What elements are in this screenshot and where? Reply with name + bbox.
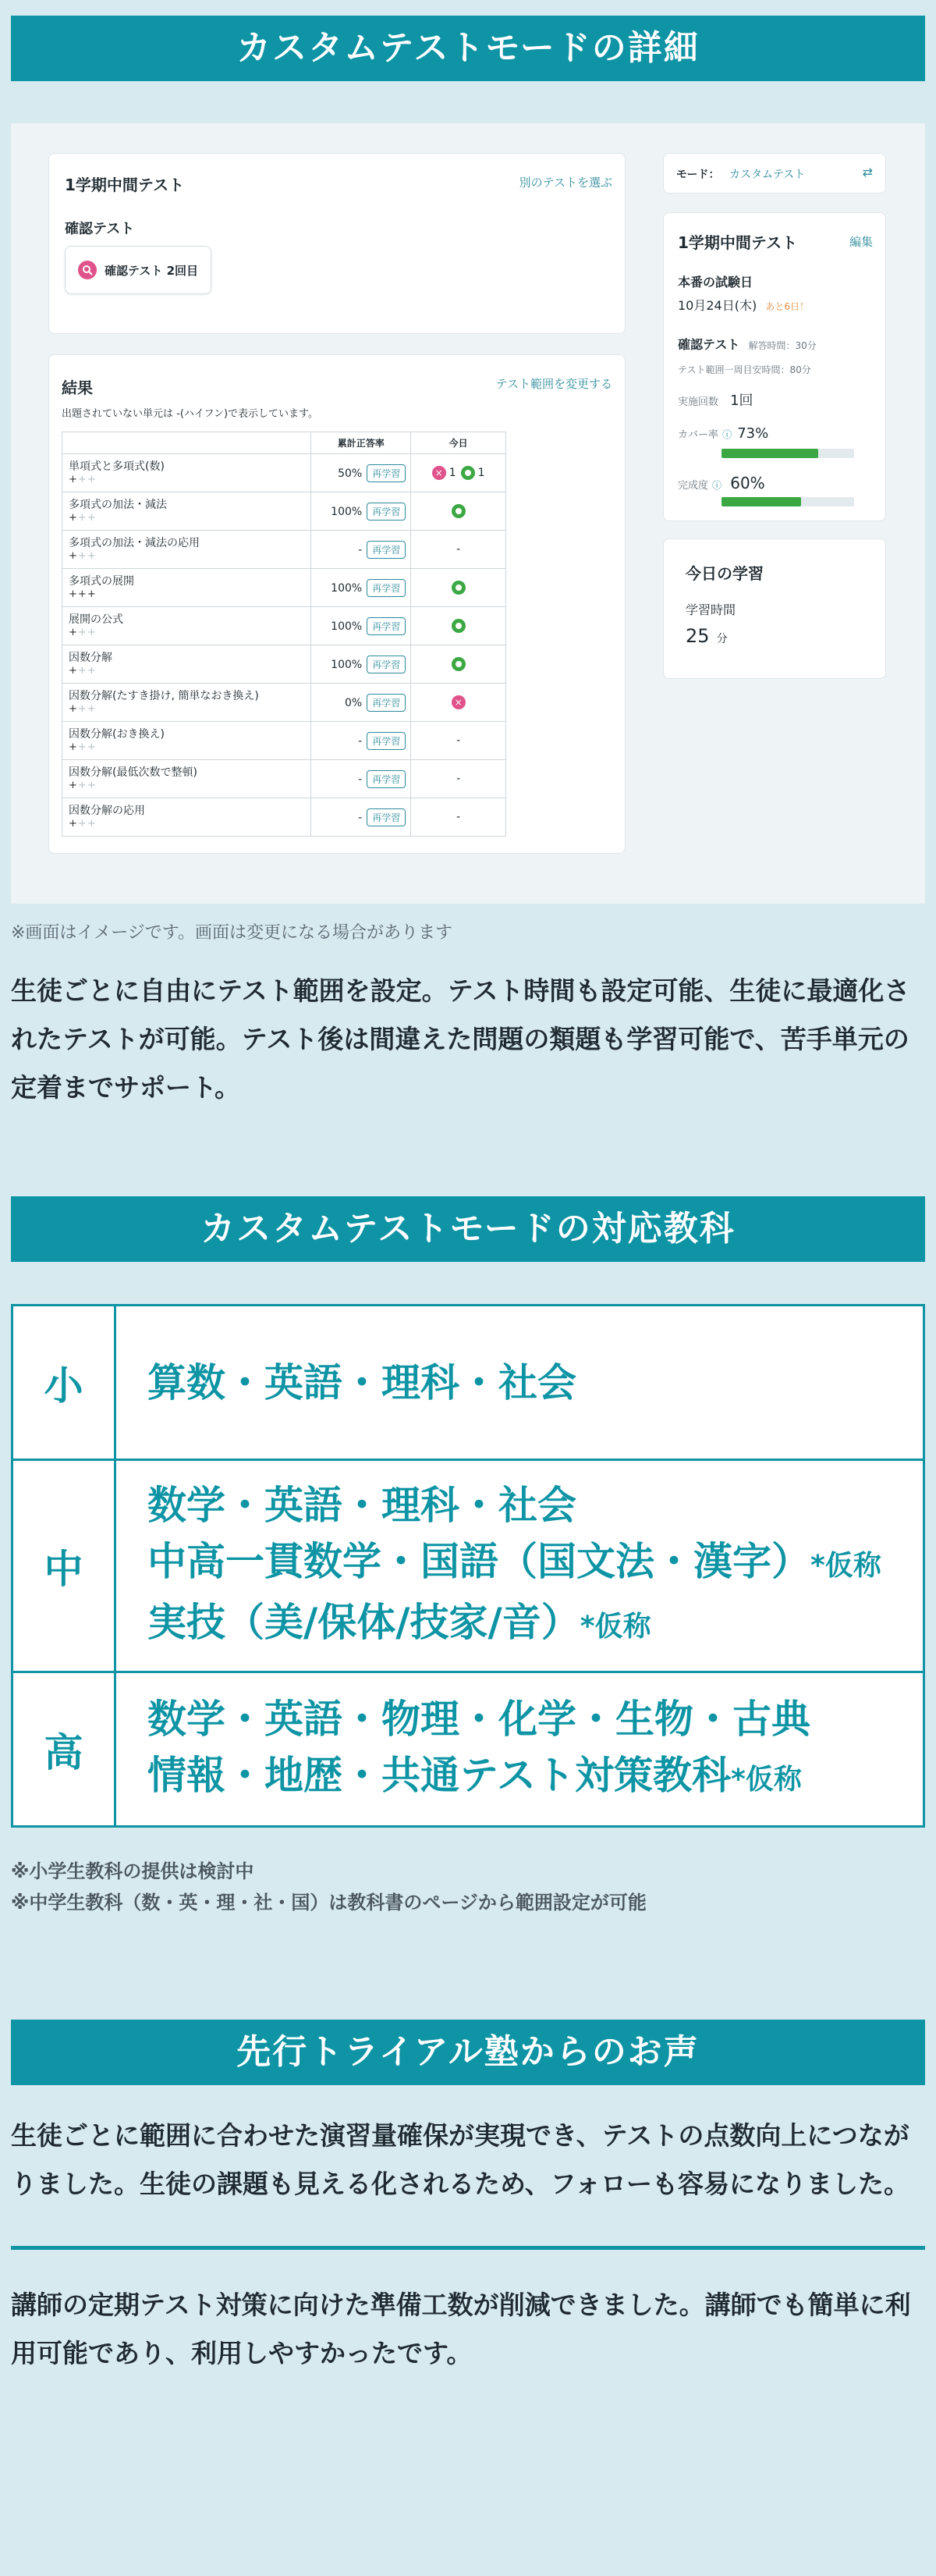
today-cell [411, 569, 506, 607]
rate-value: - [358, 543, 363, 556]
section-title-subjects: カスタムテストモードの対応教科 [11, 1196, 925, 1262]
subjects-senior [115, 1672, 924, 1827]
cover-progress-bar [722, 449, 854, 458]
difficulty-marks: +++ [69, 588, 97, 600]
col-today: 今日 [411, 432, 506, 454]
subjects-elementary [115, 1306, 924, 1460]
today-title: 今日の学習 [686, 564, 764, 583]
subjects-junior-line3: 実技（美/保体/技家/音） [147, 1599, 580, 1645]
image-note: ※画面はイメージです。画面は変更になる場合があります [11, 923, 453, 943]
unit-cell [62, 722, 311, 760]
relearn-button[interactable]: 再学習 [367, 808, 406, 826]
difficulty-marks: +++ [69, 664, 97, 677]
complete-progress-bar [722, 497, 854, 506]
unit-name: 因数分解の応用 [69, 804, 145, 817]
table-row [62, 760, 506, 798]
help-icon[interactable]: ⓘ [712, 480, 722, 491]
study-time-label: 学習時間 [686, 602, 736, 617]
today-cell [411, 645, 506, 684]
difficulty-marks: +++ [69, 741, 97, 753]
table-row [62, 492, 506, 531]
subjects-elementary-line1: 算数・英語・理科・社会 [147, 1359, 576, 1405]
confirm-test-pill[interactable] [65, 246, 211, 294]
unit-cell [62, 684, 311, 722]
relearn-button[interactable]: 再学習 [367, 656, 406, 673]
table-row [62, 569, 506, 607]
provisional-note: *仮称 [580, 1610, 651, 1643]
mode-value: カスタムテスト [729, 169, 806, 181]
correct-icon [452, 581, 466, 595]
level-elementary: 小 [12, 1306, 115, 1460]
unit-cell [62, 492, 311, 531]
unit-name: 多項式の加法・減法 [69, 498, 167, 511]
unit-name: 多項式の加法・減法の応用 [69, 536, 200, 549]
rate-cell [311, 798, 411, 837]
table-row [62, 454, 506, 492]
rate-cell [311, 531, 411, 569]
rate-cell [311, 454, 411, 492]
today-cell [411, 607, 506, 645]
correct-icon [452, 504, 466, 518]
difficulty-marks: +++ [69, 817, 97, 830]
table-row [62, 607, 506, 645]
cover-label: カバー率 [678, 429, 719, 441]
subjects-senior-line1: 数学・英語・物理・化学・生物・古典 [147, 1696, 810, 1742]
cover-value: 73% [737, 425, 769, 442]
rate-cell [311, 684, 411, 722]
unit-cell [62, 798, 311, 837]
test-select-card [48, 153, 626, 334]
voice-2: 講師の定期テスト対策に向けた準備工数が削減できました。講師でも簡単に利用可能であり、利用しやすかったです。 [11, 2290, 911, 2368]
not-tested-value: - [456, 734, 461, 747]
difficulty-marks: +++ [69, 779, 97, 791]
table-row [62, 684, 506, 722]
rate-cell [311, 569, 411, 607]
complete-progress-fill [722, 497, 801, 506]
test-title: 1学期中間テスト [65, 176, 185, 194]
rate-value: - [358, 734, 363, 748]
difficulty-marks: +++ [69, 626, 97, 638]
count-label: 実施回数 [678, 396, 719, 408]
unit-cell [62, 531, 311, 569]
today-cell [411, 684, 506, 722]
result-card [48, 354, 626, 854]
correct-icon [452, 619, 466, 633]
result-note: 出題されていない単元は -(ハイフン)で表示しています。 [62, 408, 319, 420]
unit-name: 因数分解(おき換え) [69, 727, 165, 741]
difficulty-marks: +++ [69, 702, 97, 715]
section-title-detail: カスタムテストモードの詳細 [11, 16, 925, 81]
rate-value: 100% [331, 505, 363, 518]
subject-row-elementary [12, 1306, 924, 1460]
rate-cell [311, 722, 411, 760]
today-cell [411, 454, 506, 492]
difficulty-marks: +++ [69, 549, 97, 562]
subjects-junior-line1: 数学・英語・理科・社会 [147, 1482, 576, 1528]
correct-count: 1 [477, 467, 485, 479]
relearn-button[interactable]: 再学習 [367, 694, 406, 712]
confirm-test-pill-label: 確認テスト 2回目 [105, 263, 199, 278]
table-row [62, 531, 506, 569]
rate-value: 50% [338, 467, 363, 480]
count-value: 1回 [730, 393, 753, 409]
detail-paragraph: 生徒ごとに自由にテスト範囲を設定。テスト時間も設定可能、生徒に最適化されたテストが可能。テスト後は間違えた問題の類題も学習可能で、苦手単元の定着までサポート。 [11, 975, 910, 1103]
relearn-button[interactable]: 再学習 [367, 770, 406, 788]
study-time-estimate: テスト範囲一周目安時間：80分 [678, 364, 811, 375]
section-title-voices: 先行トライアル塾からのお声 [11, 2020, 925, 2085]
not-tested-value: - [456, 811, 461, 823]
today-cell [411, 492, 506, 531]
rate-value: 0% [344, 696, 363, 709]
complete-label: 完成度 [678, 480, 709, 492]
col-rate: 累計正答率 [311, 432, 411, 454]
rate-value: 100% [331, 620, 363, 633]
level-junior: 中 [12, 1460, 115, 1672]
not-tested-value: - [456, 773, 461, 785]
unit-cell [62, 607, 311, 645]
today-cell [411, 760, 506, 798]
subjects-junior [115, 1460, 924, 1672]
rate-value: 100% [331, 581, 363, 595]
subjects-junior-line2: 中高一貫数学・国語（国文法・漢字） [147, 1538, 810, 1584]
not-tested-value: - [456, 543, 461, 556]
relearn-button[interactable]: 再学習 [367, 579, 406, 597]
incorrect-icon: × [432, 466, 446, 480]
today-study-card [663, 538, 886, 679]
unit-cell [62, 760, 311, 798]
incorrect-count: 1 [448, 467, 456, 479]
today-cell [411, 722, 506, 760]
exam-day-value: 10月24日(木) [678, 298, 757, 313]
rate-value: - [358, 811, 363, 824]
relearn-button[interactable]: 再学習 [367, 464, 406, 482]
exam-day-label: 本番の試験日 [678, 275, 753, 290]
rate-value: 100% [331, 658, 363, 671]
table-row [62, 722, 506, 760]
status-title: 1学期中間テスト [678, 233, 798, 252]
change-range-link[interactable]: テスト範囲を変更する [495, 377, 612, 391]
study-time-value: 25 [686, 625, 710, 647]
test-status-card [663, 212, 886, 521]
table-row [62, 645, 506, 684]
days-left: あと6日！ [765, 301, 809, 312]
confirm-test-label: 確認テスト [65, 221, 135, 237]
help-icon[interactable]: ⓘ [722, 429, 732, 440]
rate-cell [311, 760, 411, 798]
correct-icon [452, 657, 466, 671]
mode-card[interactable] [663, 153, 886, 194]
study-time-unit: 分 [716, 633, 728, 645]
divider [11, 2246, 925, 2250]
incorrect-icon: × [452, 695, 466, 709]
table-row [62, 798, 506, 837]
unit-cell [62, 454, 311, 492]
unit-name: 多項式の展開 [69, 574, 134, 588]
unit-name: 展開の公式 [69, 613, 123, 626]
edit-link[interactable]: 編集 [849, 235, 873, 249]
today-cell [411, 798, 506, 837]
unit-name: 単項式と多項式(数) [69, 460, 165, 473]
difficulty-marks: +++ [69, 473, 97, 485]
footnote: ※中学生教科（数・英・理・社・国）は教科書のページから範囲設定が可能 [11, 1892, 647, 1913]
unit-name: 因数分解(たすき掛け, 簡単なおき換え) [69, 689, 259, 702]
voice-1: 生徒ごとに範囲に合わせた演習量確保が実現でき、テストの点数向上につながりました。生徒の課題も見える化されるため、フォローも容易になりました。 [11, 2120, 910, 2199]
relearn-button[interactable]: 再学習 [367, 732, 406, 750]
unit-name: 因数分解 [69, 651, 112, 664]
unit-cell [62, 645, 311, 684]
unit-cell [62, 569, 311, 607]
rate-value: - [358, 773, 363, 786]
col-unit [62, 432, 311, 454]
difficulty-marks: +++ [69, 511, 97, 524]
answer-time: 解答時間：30分 [748, 340, 817, 351]
search-icon [78, 261, 97, 279]
relearn-button[interactable]: 再学習 [367, 541, 406, 559]
rate-cell [311, 607, 411, 645]
subjects-senior-line2: 情報・地歴・共通テスト対策教科 [147, 1752, 731, 1798]
subjects-table [11, 1304, 925, 1828]
complete-value: 60% [730, 474, 765, 492]
relearn-button[interactable]: 再学習 [367, 617, 406, 635]
rate-cell [311, 492, 411, 531]
rate-cell [311, 645, 411, 684]
today-cell [411, 531, 506, 569]
footnote: ※小学生教科の提供は検討中 [11, 1860, 254, 1882]
provisional-note: *仮称 [810, 1549, 881, 1582]
cover-progress-fill [722, 449, 818, 458]
status-confirm-label: 確認テスト [678, 337, 740, 352]
provisional-note: *仮称 [731, 1763, 802, 1796]
relearn-button[interactable]: 再学習 [367, 503, 406, 521]
correct-icon [461, 466, 475, 480]
result-table [62, 432, 506, 837]
subject-row-junior [12, 1460, 924, 1672]
result-title: 結果 [62, 378, 93, 397]
change-test-link[interactable]: 別のテストを選ぶ [519, 176, 612, 190]
mode-label: モード： [676, 169, 720, 181]
subject-row-senior [12, 1672, 924, 1827]
unit-name: 因数分解(最低次数で整頓) [69, 766, 197, 779]
app-screenshot-mock [11, 123, 925, 904]
level-senior: 高 [12, 1672, 115, 1827]
switch-icon[interactable]: ⇄ [862, 165, 873, 179]
